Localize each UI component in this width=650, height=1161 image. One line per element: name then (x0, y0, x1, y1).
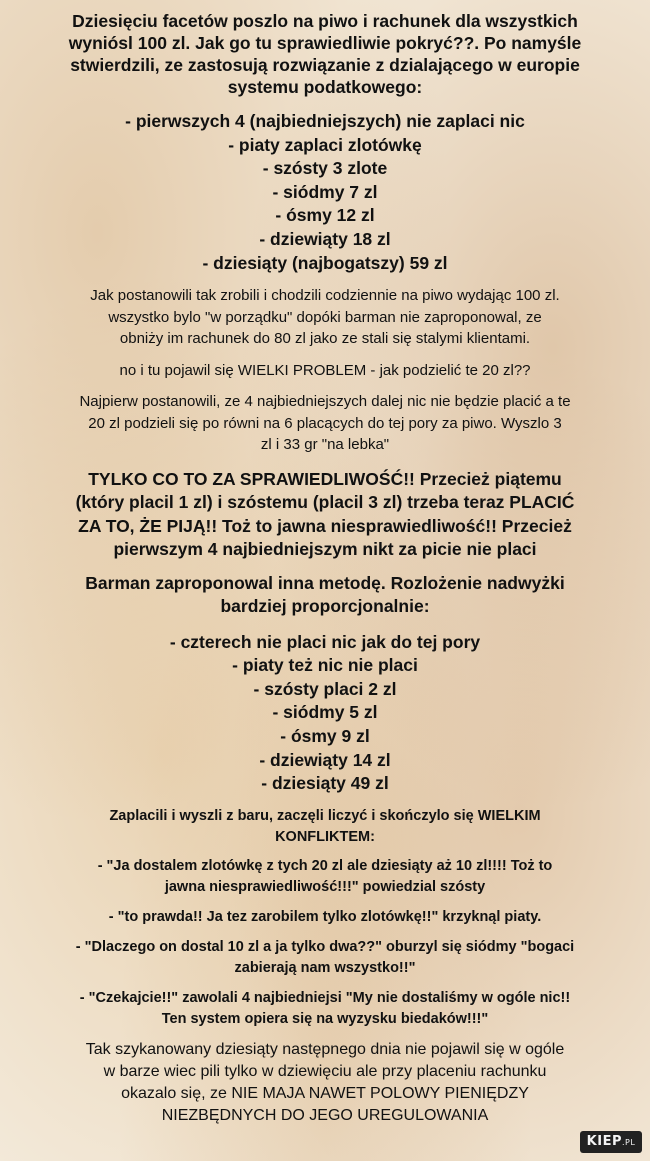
text-line: pierwszym 4 najbiedniejszym nikt za picie nie placi (113, 539, 537, 560)
intro-line: Dziesięciu facetów poszlo na piwo i rachunek dla wszystkich (72, 11, 578, 31)
first-payment-list (0, 110, 650, 275)
paragraph-2 (0, 360, 650, 382)
paragraph-4 (0, 468, 650, 562)
text-line: Jak postanowili tak zrobili i chodzili codziennie na piwo wydając 100 zl. (90, 287, 560, 305)
text-line: KONFLIKTEM: (275, 828, 375, 845)
list-item: - szósty 3 zlote (262, 158, 388, 179)
kiep-logo (580, 1131, 642, 1153)
paragraph-5 (0, 572, 650, 619)
intro-line: wyniósl 100 zl. Jak go tu sprawiedliwie pokryć??. Po namyśle (68, 33, 582, 53)
text-line: no i tu pojawil się WIELKI PROBLEM - jak podzielić te 20 zl?? (119, 361, 531, 379)
list-item: - ósmy 9 zl (280, 726, 370, 747)
list-item: - dziesiąty 49 zl (261, 773, 389, 794)
paragraph-6 (0, 806, 650, 848)
text-line: (który placil 1 zl) i szóstemu (placil 3 zl) trzeba teraz PLACIĆ (75, 492, 575, 513)
text-line: bardziej proporcjonalnie: (220, 596, 430, 617)
text-line: obniży im rachunek do 80 zl jako ze stali się stalymi klientami. (119, 330, 531, 348)
text-line: TYLKO CO TO ZA SPRAWIEDLIWOŚĆ!! Przecież piątemu (88, 468, 562, 489)
intro-line: stwierdzili, ze zastosują rozwiązanie z dzialającego w europie (70, 55, 580, 75)
list-item: - pierwszych 4 (najbiedniejszych) nie zaplaci nic (125, 111, 525, 131)
list-item: - czterech nie placi nic jak do tej pory (169, 631, 481, 652)
intro-line: systemu podatkowego: (227, 77, 423, 97)
list-item: - dziewiąty 18 zl (259, 228, 391, 249)
logo-suffix-text: .PL (622, 1138, 636, 1147)
text-line: ZA TO, ŻE PIJĄ!! Toż to jawna niesprawiedliwość!! Przecież (78, 515, 572, 536)
paragraph-1 (0, 285, 650, 350)
list-item: - dziesiąty (najbogatszy) 59 zl (202, 252, 448, 273)
list-item: - siódmy 7 zl (272, 181, 378, 202)
list-item: - szósty placi 2 zl (253, 678, 397, 699)
text-line: Tak szykanowany dziesiąty następnego dnia nie pojawil się w ogóle (85, 1040, 565, 1058)
paragraph-10 (0, 988, 650, 1030)
paragraph-8 (0, 907, 650, 928)
second-payment-list (0, 631, 650, 796)
text-line: NIEZBĘDNYCH DO JEGO UREGULOWANIA (161, 1106, 489, 1124)
paragraph-3 (0, 391, 650, 456)
text-line: 20 zl podzieli się po równi na 6 placących do tej pory za piwo. Wyszlo 3 (88, 414, 562, 432)
list-item: - piaty zaplaci zlotówkę (228, 134, 422, 155)
text-line: jawna niesprawiedliwość!!!" powiedzial szósty (164, 878, 486, 895)
logo-main-text: KIEP (586, 1134, 622, 1149)
list-item: - ósmy 12 zl (275, 205, 375, 226)
text-line: zabierają nam wszystko!!" (234, 959, 416, 976)
text-line: - "Czekajcie!!" zawolali 4 najbiedniejsi "My nie dostaliśmy w ogóle nic!! (79, 989, 571, 1006)
text-line: Najpierw postanowili, ze 4 najbiedniejszych dalej nic nie będzie placić a te (79, 393, 571, 411)
text-line: Barman zaproponowal inna metodę. Rozlożenie nadwyżki (85, 572, 565, 593)
list-item: - dziewiąty 14 zl (259, 749, 391, 770)
text-line: zl i 33 gr "na lebka" (260, 436, 390, 454)
text-line: w barze wiec pili tylko w dziewięciu ale przy placeniu rachunku (103, 1062, 547, 1080)
paragraph-9 (0, 937, 650, 979)
list-item: - piaty też nic nie placi (232, 655, 418, 676)
text-line: - "Ja dostalem zlotówkę z tych 20 zl ale dziesiąty aż 10 zl!!!! Toż to (97, 857, 553, 874)
text-line: wszystko bylo "w porządku" dopóki barman nie zaproponowal, ze (108, 308, 542, 326)
paragraph-11 (0, 1039, 650, 1127)
paragraph-7 (0, 856, 650, 898)
text-line: - "Dlaczego on dostal 10 zl a ja tylko dwa??" oburzyl się siódmy "bogaci (75, 938, 575, 955)
text-line: Ten system opiera się na wyzysku biedaków!!!" (161, 1010, 489, 1027)
text-line: - "to prawda!! Ja tez zarobilem tylko zlotówkę!!" krzyknąl piaty. (108, 908, 542, 925)
text-line: okazalo się, ze NIE MAJA NAWET POLOWY PIENIĘDZY (121, 1084, 529, 1102)
text-line: Zaplacili i wyszli z baru, zaczęli liczyć i skończylo się WIELKIM (109, 807, 541, 824)
list-item: - siódmy 5 zl (272, 702, 378, 723)
intro-paragraph (0, 10, 650, 98)
